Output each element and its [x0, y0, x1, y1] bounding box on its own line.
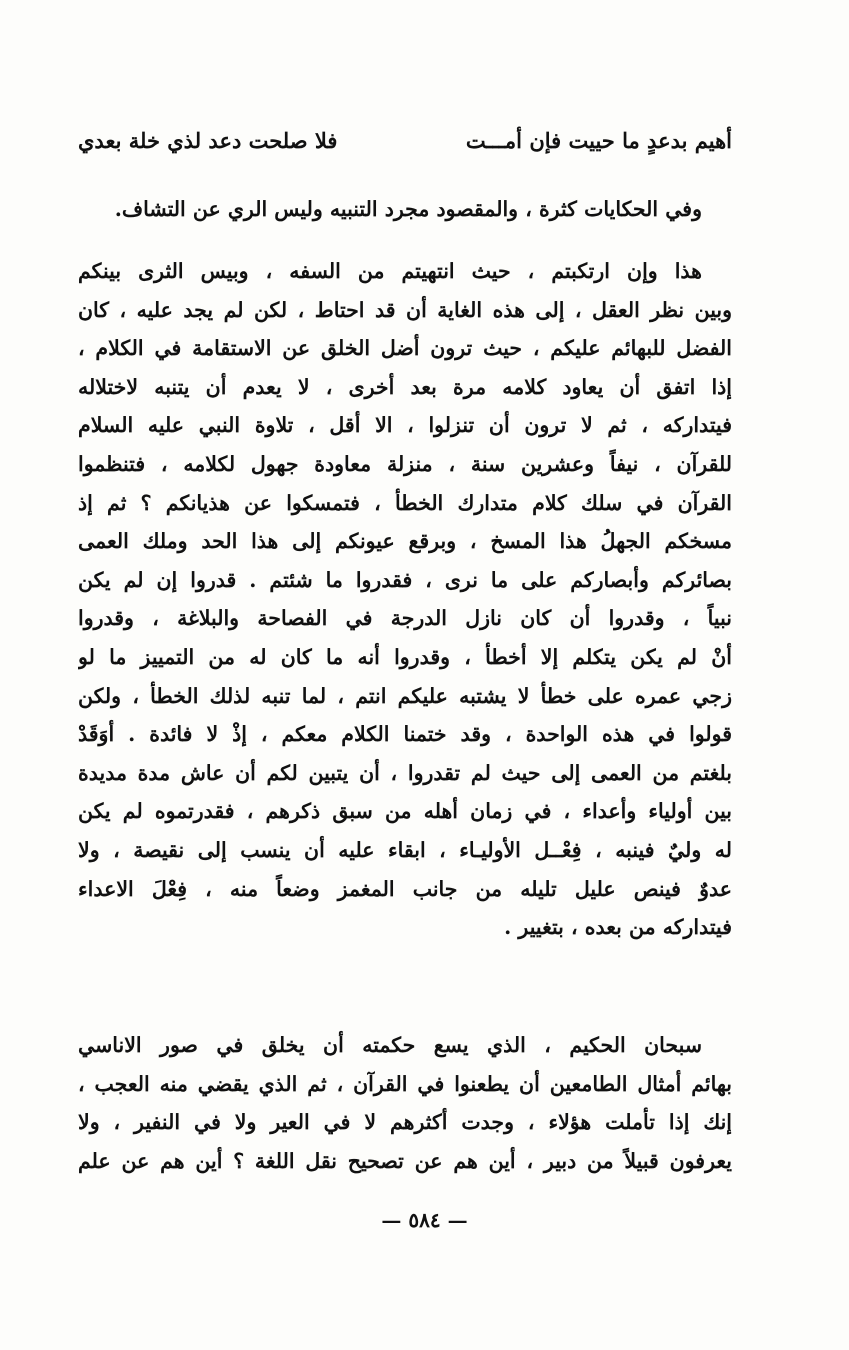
page-number: — ٥٨٤ — [381, 1208, 468, 1232]
text-line: بين أولياء وأعداء ، في زمان أهله من سبق ذكرهم ، فقدرتموه لم يكن [78, 799, 732, 824]
text-line: بهائم أمثال الطامعين أن يطعنوا في القرآن ، ثم الذي يقضي منه العجب ، [78, 1071, 732, 1096]
verse-second-hemistich: فلا صلحت دعد لذي خلة بعدي [78, 128, 338, 153]
text-line: هذا وإن ارتكبتم ، حيث انتهيتم من السفه ، وبيس الثرى بينكم [78, 259, 702, 283]
text-line: قولوا في هذه الواحدة ، وقد ختمنا الكلام معكم ، إذْ لا فائدة . أوَقَدْ [78, 722, 732, 747]
verse-first-hemistich: أهيم بدعدٍ ما حييت فإن أمـــت [465, 128, 732, 153]
text-line: إنك إذا تأملت هؤلاء ، وجدت أكثرهم لا في العير ولا في النفير ، ولا [78, 1110, 732, 1135]
text-line: أنْ لم يكن يتكلم إلا أخطأ ، وقدروا أنه ما كان له من التمييز ما لو [78, 644, 732, 669]
text-line: وفي الحكايات كثرة ، والمقصود مجرد التنبيه وليس الري عن التشاف. [114, 197, 702, 221]
text-line: سبحان الحكيم ، الذي يسع حكمته أن يخلق في صور الاناسي [78, 1033, 702, 1057]
text-line: مسخكم الجهلُ هذا المسخ ، وبرقع عيونكم إلى هذا الحد وملك العمى [78, 529, 732, 554]
text-line: يعرفون قبيلاً من دبير ، أين هم عن تصحيح نقل اللغة ؟ أين هم عن علم [78, 1148, 732, 1173]
text-line: وبين نظر العقل ، إلى هذه الغاية أن قد احتاط ، لكن لم يجد عليه ، كان [78, 297, 732, 322]
text-line: فيتداركه ، ثم لا ترون أن تنزلوا ، الا أقل ، تلاوة النبي عليه السلام [78, 413, 732, 438]
text-line: زجي عمره على خطأ لا يشتبه عليكم انتم ، لما تنبه لذلك الخطأ ، ولكن [78, 683, 732, 708]
text-line: بلغتم من العمى إلى حيث لم تقدروا ، أن يتبين لكم أن عاش مدة مديدة [78, 760, 732, 785]
paragraph-1 [78, 190, 732, 229]
text-line: للقرآن ، نيفاً وعشرين سنة ، منزلة معاودة جهول لكلامه ، فتنظموا [78, 451, 732, 476]
paragraph-3 [78, 1026, 732, 1180]
text-line: بصائركم وأبصاركم على ما نرى ، فقدروا ما شئتم . قدروا إن لم يكن [78, 567, 732, 592]
text-line: نبياً ، وقدروا أن كان نازل الدرجة في الفصاحة والبلاغة ، وقدروا [78, 606, 732, 631]
paragraph-2 [78, 252, 732, 947]
text-line: له وليٌ فينبه ، فِعْــل الأوليـاء ، ابقاء عليه أن ينسب إلى نقيصة ، ولا [78, 837, 732, 862]
text-line: عدوٌ فينص عليل تليله من جانب المغمز وضعاً منه ، فِعْلَ الاعداء [78, 876, 732, 901]
text-line: الفضل للبهائم عليكم ، حيث ترون أضل الخلق عن الاستقامة في الكلام ، [78, 336, 732, 361]
poem-verse [78, 128, 732, 164]
text-line: القرآن في سلك كلام متدارك الخطأ ، فتمسكوا عن هذيانكم ؟ ثم إذ [78, 490, 732, 515]
text-line: فيتداركه من بعده ، بتغيير . [504, 915, 732, 940]
text-line: إذا اتفق أن يعاود كلامه مرة بعد أخرى ، لا يعدم أن يتنبه لاختلاله [78, 374, 732, 399]
